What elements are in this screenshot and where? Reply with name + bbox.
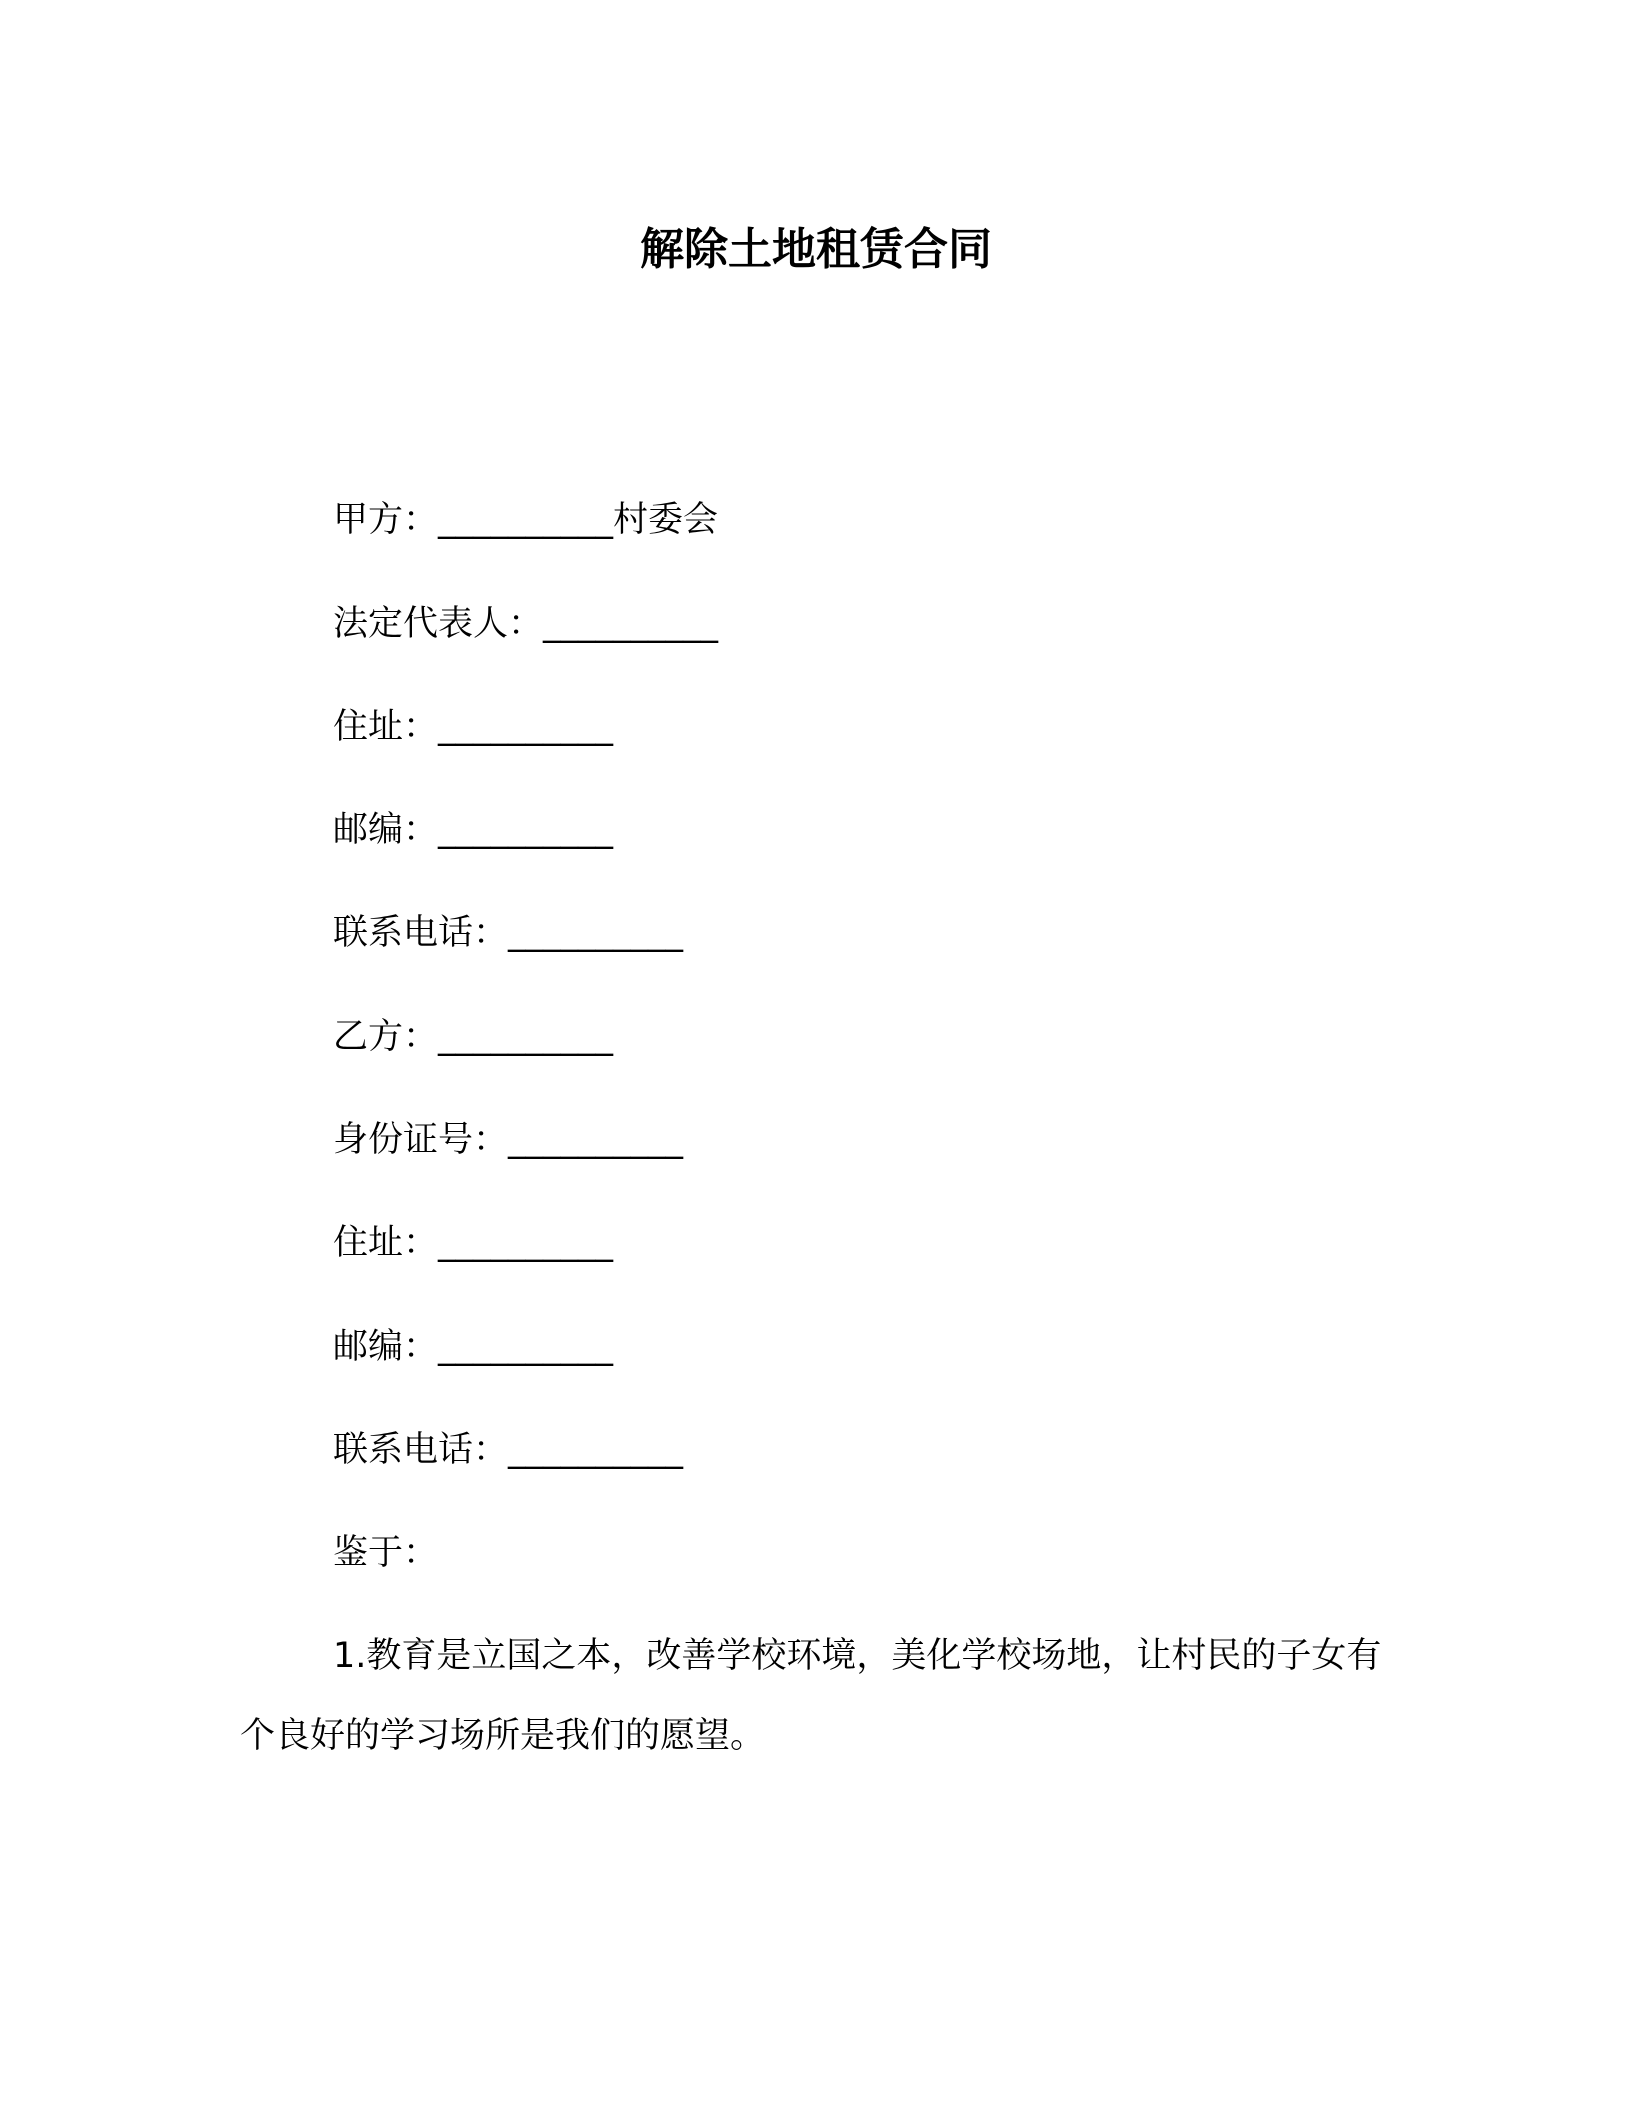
party-b-postcode-line: 邮编：__________ xyxy=(333,1327,614,1367)
party-b-phone-line: 联系电话：__________ xyxy=(333,1430,684,1470)
whereas-label: 鉴于： xyxy=(333,1533,439,1573)
party-a-line: 甲方：__________村委会 xyxy=(333,500,719,540)
party-a-legal-representative-line: 法定代表人：__________ xyxy=(333,604,719,644)
party-a-phone-line: 联系电话：__________ xyxy=(333,913,684,953)
document-title: 解除土地租赁合同 xyxy=(640,224,992,275)
party-a-address-line: 住址：__________ xyxy=(333,707,614,747)
party-a-postcode-line: 邮编：__________ xyxy=(333,810,614,850)
whereas-clause-1: 1.教育是立国之本，改善学校环境，美化学校场地，让村民的子女有个良好的学习场所是我们的愿望。 xyxy=(240,1636,1382,1756)
party-b-line: 乙方：__________ xyxy=(333,1017,614,1057)
party-b-id-number-line: 身份证号：__________ xyxy=(333,1120,684,1160)
party-b-address-line: 住址：__________ xyxy=(333,1223,614,1263)
